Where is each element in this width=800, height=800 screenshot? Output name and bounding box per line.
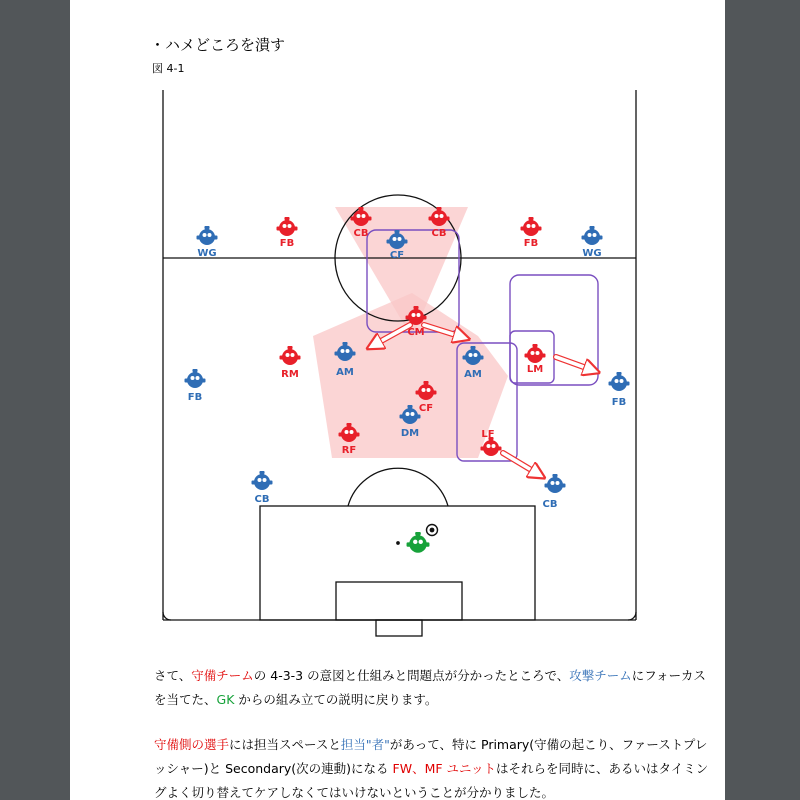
player-red-rm xyxy=(280,345,301,380)
text-span-blue: 攻撃チーム xyxy=(569,668,632,683)
player-label: CB xyxy=(254,494,270,505)
text-span-red: 守備側の選手 xyxy=(154,737,230,752)
penalty-box xyxy=(260,506,535,620)
arrow-lm-wide xyxy=(556,357,592,370)
goal xyxy=(376,620,422,636)
text-span: には担当スペースと xyxy=(229,737,341,752)
player-blue-cb-right xyxy=(543,473,566,510)
player-label: CF xyxy=(389,250,405,261)
player-label: AM xyxy=(464,369,482,380)
player-blue-wg-left xyxy=(197,225,218,259)
player-label: AM xyxy=(336,367,354,378)
paragraph-2 xyxy=(154,733,714,800)
corner-arc-right xyxy=(628,612,636,620)
player-red-fb-left xyxy=(277,216,298,249)
section-heading: ・ハメどころを潰す xyxy=(150,36,286,54)
text-span: からの組み立ての説明に戻ります。 xyxy=(234,692,438,707)
player-label: LF xyxy=(481,429,495,440)
player-label: DM xyxy=(400,428,420,439)
penalty-arc xyxy=(348,468,448,506)
ball-icon xyxy=(427,525,438,536)
text-span: の 4-3-3 の意図と仕組みと問題点が分かったところで、 xyxy=(253,668,570,683)
viewer-right-margin xyxy=(725,0,800,800)
corner-arc-left xyxy=(163,612,171,620)
player-blue-fb-right xyxy=(609,371,630,408)
viewer-left-margin xyxy=(0,0,70,800)
player-label: CB xyxy=(431,228,447,239)
text-span: はそれらを同時に、あるいはタイミングよく切り替えてケアしなくてはいけないということが分かりました。 xyxy=(154,761,709,800)
text-span: さて、 xyxy=(154,668,192,683)
player-blue-fb-left xyxy=(185,368,206,403)
goal-area xyxy=(336,582,462,620)
penalty-spot xyxy=(397,542,399,544)
arrow-lf-cb xyxy=(503,453,538,474)
player-blue-wg-right xyxy=(582,225,603,259)
text-span-red: FW、MF ユニット xyxy=(392,761,497,776)
text-span-red: 守備チーム xyxy=(191,668,254,683)
player-red-fb-right xyxy=(521,216,542,249)
player-label: CB xyxy=(542,499,558,510)
player-goalkeeper xyxy=(407,531,430,553)
text-span-green: GK xyxy=(216,692,235,707)
player-label: FB xyxy=(611,397,627,408)
paragraph-1 xyxy=(154,664,714,712)
text-span: があって、特に Primary(守備の起こり、ファーストプレッシャー)と Secondary(次の連動)になる xyxy=(154,737,708,776)
tactical-pitch-diagram xyxy=(70,0,725,650)
player-label: FB xyxy=(187,392,203,403)
player-label: WG xyxy=(197,248,217,259)
player-label: CB xyxy=(353,228,369,239)
figure-caption: 図 4-1 xyxy=(152,62,185,75)
player-label: WG xyxy=(582,248,602,259)
player-label: RM xyxy=(281,369,299,380)
player-label: RF xyxy=(341,445,357,456)
document-page xyxy=(70,0,725,800)
player-red-lm xyxy=(525,343,546,375)
player-label: CF xyxy=(418,403,434,414)
text-span-blue: 担当"者" xyxy=(340,737,390,752)
player-blue-cb-left xyxy=(252,470,273,505)
player-label: FB xyxy=(523,238,539,249)
player-label: LM xyxy=(526,364,544,375)
player-label: FB xyxy=(279,238,295,249)
text-span: にフォーカスを当てた、 xyxy=(154,668,706,707)
player-label: CM xyxy=(407,327,425,338)
